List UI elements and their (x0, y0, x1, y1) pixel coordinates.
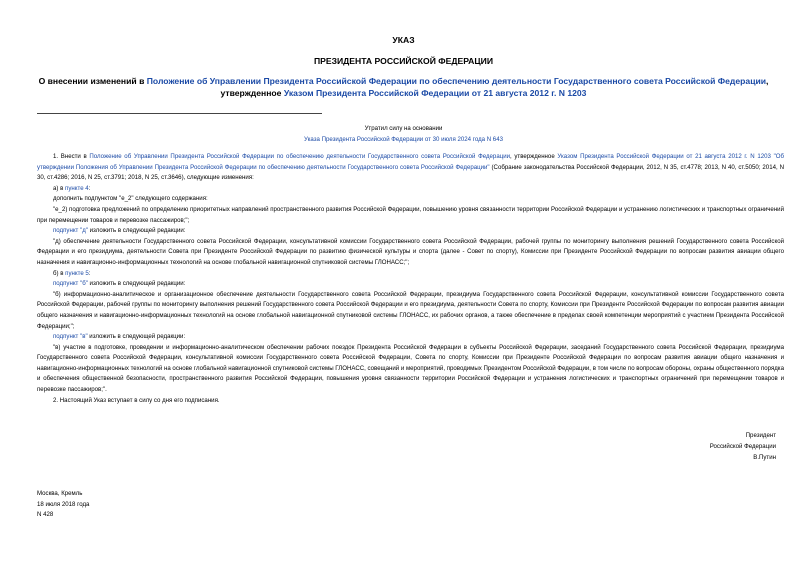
signature-country: Российской Федерации (709, 442, 776, 450)
item-b-prefix: б) в (53, 269, 66, 277)
lost-force-notice (0, 123, 807, 145)
subject-mid: , утвержденное (220, 76, 769, 98)
item-b-b-text: "б) информационно-аналитическое и организационное обеспечение деятельности Государственного совета Российской Федерации, президиума Государственного совета Российской Федерации, консультативной комиссии Государственного совета Российской Федерации, рабочей группы по мониторингу выполнения решений Государственного совета Российской Федерации и его президиума, деятельности Совета по спорту, Комиссии при Президенте Российской Федерации по вопросам развития авиации общего назначения и навигационно-информационных технологий на основе глобальной навигационной спутниковой системы ГЛОНАСС, их рабочих органов, а также обеспечение в пределах своей компетенции мероприятий с участием Президента Российской Федерации;"; (37, 290, 784, 330)
subject-prefix: О внесении изменений в (38, 76, 147, 86)
p1-link-decree[interactable]: Указом Президента Российской Федерации от 21 августа 2012 г. N 1203 "Об утверждении Положения об Управлении Президента Российской Федерации по обеспечению деятельности Государственного совета Российской Федерации" (37, 153, 784, 171)
paragraph-1 (37, 152, 784, 184)
document-issuer: ПРЕЗИДЕНТА РОССИЙСКОЙ ФЕДЕРАЦИИ (313, 56, 494, 66)
item-b-b-link[interactable]: подпункт "б" (53, 280, 88, 288)
item-b-v-link[interactable]: подпункт "в" (53, 333, 88, 341)
item-b-v-text: "в) участие в подготовке, проведении и информационно-аналитическом обеспечении рабочих поездок Президента Российской Федерации в субъекты Российской Федерации, заседаний Государственного совета Российской Федерации, президиума Государственного совета Российской Федерации, консультативной комиссии Государственного совета Российской Федерации, Совета по спорту, Комиссии при Президенте Российской Федерации по вопросам развития авиации общего назначения и навигационно-информационных технологий на основе глобальной навигационной спутниковой системы ГЛОНАСС, совещаний и мероприятий, проводимых Президентом Российской Федерации, в том числе по вопросам обороны, охраны общественного порядка и обеспечения общественной безопасности, пространственного развития Российской Федерации, повышения уровня связанности территории Российской Федерации и устранения логистических и транспортных ограничений при перемещении товаров и перевозке пассажиров;". (37, 343, 784, 394)
item-b-b (37, 279, 784, 290)
item-b-link[interactable]: пункте 5 (65, 269, 89, 277)
item-a-e2-text: "е_2) подготовка предложений по определению приоритетных направлений пространственного развития Российской Федерации, повышению уровня связанности территории Российской Федерации и устранению логистических и транспортных ограничений при перемещении товаров и перевозке пассажиров;"; (37, 205, 784, 224)
item-b-v (37, 332, 784, 343)
paragraph-2: 2. Настоящий Указ вступает в силу со дня его подписания. (53, 396, 220, 404)
item-a (37, 184, 784, 195)
place-date-block (37, 489, 89, 521)
p1-link-regulation[interactable]: Положение об Управлении Президента Российской Федерации по обеспечению деятельности Государственного совета Российской Федерации (89, 153, 511, 160)
signature-block (710, 431, 776, 463)
p1-text-b: , утвержденное (510, 153, 558, 160)
document-subject (30, 75, 777, 99)
signature-name: В.Путин (753, 453, 776, 461)
signature-position: Президент (745, 432, 776, 439)
item-b-b-rest: изложить в следующей редакции: (87, 280, 186, 288)
decree-number: N 428 (37, 511, 54, 519)
item-b (37, 269, 784, 280)
p1-text-c: (Собрание законодательства Российской Федерации, 2012, N 35, ст.4778; 2013, N 40, ст.5050; 2014, N 30, ст.4286; 2016, N 25, ст.3791; 2018, N 25, ст.3646), следующие изменения: (37, 163, 784, 182)
lost-force-text: Утратил силу на основании (364, 125, 443, 132)
separator-line (37, 113, 322, 114)
item-a-d-link[interactable]: подпункт "д" (53, 227, 88, 235)
document-body (37, 152, 784, 406)
item-a-d-rest: изложить в следующей редакции: (87, 227, 186, 235)
item-b-suffix: : (88, 269, 91, 277)
item-a-suffix: : (88, 184, 91, 192)
item-b-v-rest: изложить в следующей редакции: (87, 333, 186, 341)
item-a-prefix: а) в (53, 184, 66, 192)
item-a-d-text: "д) обеспечение деятельности Государственного совета Российской Федерации, консультативной комиссии Государственного совета Российской Федерации, рабочей группы по мониторингу выполнения решений Государственного совета Российской Федерации и его президиума, деятельности Совета при Президенте Российской Федерации по развитию физической культуры и спорта (далее - Совет по спорту), Комиссии при Президенте Российской Федерации по вопросам развития авиации общего назначения и навигационно-информационных технологий на основе глобальной навигационной спутниковой системы ГЛОНАСС;"; (37, 237, 784, 266)
item-a-d (37, 226, 784, 237)
subject-link-regulation[interactable]: Положение об Управлении Президента Российской Федерации по обеспечению деятельности Государственного совета Российской Федерации (146, 76, 767, 86)
p1-text-a: 1. Внести в (53, 153, 90, 160)
item-a-link[interactable]: пункте 4 (65, 184, 89, 192)
place-date: 18 июля 2018 года (37, 500, 90, 508)
place-city: Москва, Кремль (37, 490, 83, 497)
lost-force-link[interactable]: Указа Президента Российской Федерации от 30 июля 2024 года N 643 (304, 136, 503, 143)
document-title: УКАЗ (392, 35, 415, 45)
subject-link-decree[interactable]: Указом Президента Российской Федерации от 21 августа 2012 г. N 1203 (283, 88, 587, 98)
item-a-add: дополнить подпунктом "е_2" следующего содержания: (53, 195, 208, 203)
